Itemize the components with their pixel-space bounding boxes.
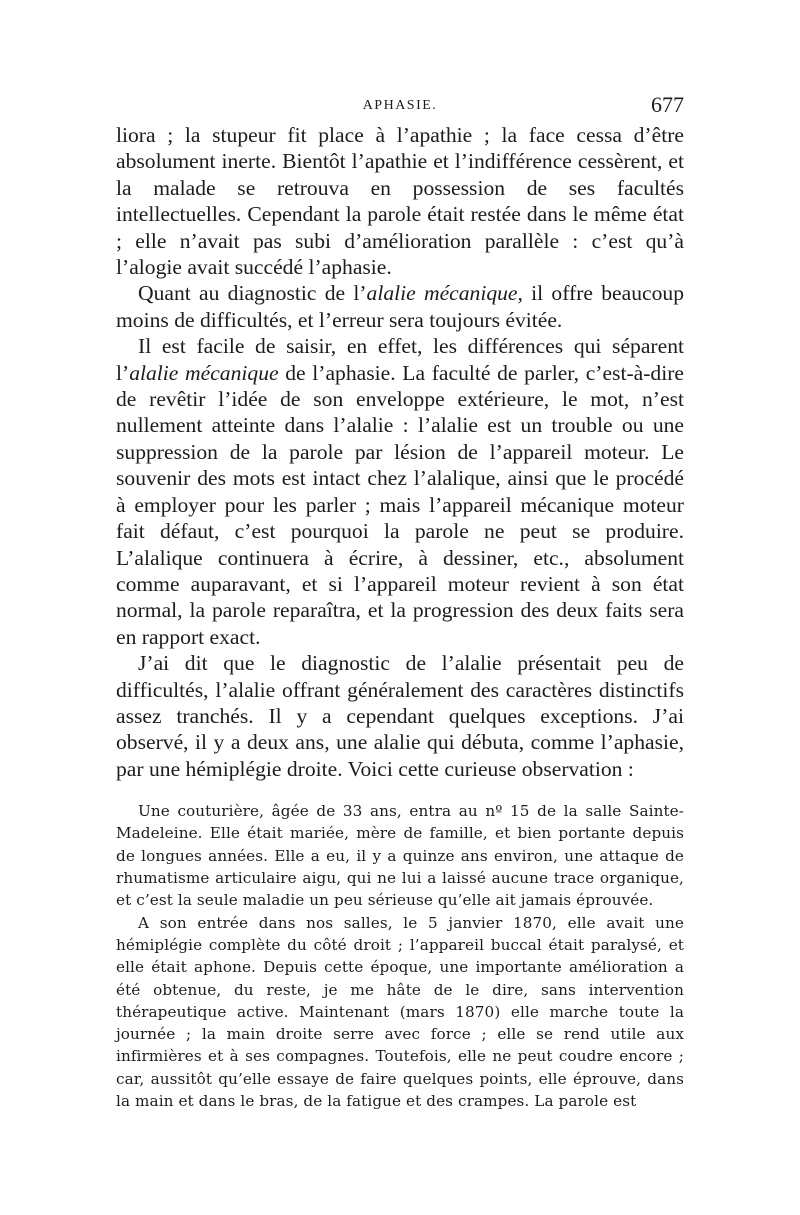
paragraph-continuation xyxy=(116,122,684,280)
observation-text xyxy=(116,800,684,1112)
observation-paragraph: A son entrée dans nos salles, le 5 janvier 1870, elle avait une hémiplégie complète du côté droit ; l’appareil buccal était paralysé, et elle était aphone. Depuis cette époque, une importante amélioration a été obtenue, du reste, je me hâte de le dire, sans intervention thérapeutique active. Maintenant (mars 1870) elle marche toute la journée ; la main droite serre avec force ; elle se rend utile aux infirmières et à ses compagnes. Toutefois, elle ne peut coudre encore ; car, aussitôt qu’elle essaye de faire quelques points, elle éprouve, dans la main et dans le bras, de la fatigue et des crampes. La parole est xyxy=(116,913,684,1111)
paragraph-differences xyxy=(116,333,684,650)
page-number: 677 xyxy=(651,92,684,117)
italic-term: alalie mécanique xyxy=(129,360,279,385)
text-run: liora ; la stupeur fit place à l’apathie ; la face cessa d’être absolument inerte. Bientôt l’apathie et l’indifférence cessèrent, et la malade se retrouva en possession de ses facultés intellectuelles. Cependant la parole était restée dans le même état ; elle n’avait pas subi d’amélioration parallèle : c’est qu’à l’alogie avait succédé l’aphasie. xyxy=(116,123,684,280)
paragraph-diagnostic xyxy=(116,280,684,333)
text-run: de l’aphasie. La faculté de parler, c’est-à-dire de revêtir l’idée de son enveloppe extérieure, le mot, n’est nullement atteinte dans l’alalie : l’alalie est un trouble ou une suppression de la parole par lésion de l’appareil moteur. Le souvenir des mots est intact chez l’alalique, ainsi que le procédé à employer pour les parler ; mais l’appareil mécanique moteur fait défaut, c’est pourquoi la parole ne peut se produire. L’alalique continuera à écrire, à dessiner, etc., absolument comme auparavant, et si l’appareil moteur revient à son état normal, la parole reparaîtra, et la progression des deux faits sera en rapport exact. xyxy=(116,360,684,649)
text-run: J’ai dit que le diagnostic de l’alalie présentait peu de difficultés, l’alalie offrant généralement des caractères distinctifs assez tranchés. Il y a cependant quelques exceptions. J’ai observé, il y a deux ans, une alalie qui débuta, comme l’aphasie, par une hémiplégie droite. Voici cette curieuse observation : xyxy=(116,651,684,781)
text-run: Quant au diagnostic de l’ xyxy=(138,281,367,306)
running-head xyxy=(116,92,684,122)
book-page xyxy=(116,92,684,1112)
main-text xyxy=(116,122,684,782)
text-run: il offre beaucoup moins de difficultés, et l’erreur sera toujours évitée. xyxy=(116,281,684,332)
observation-paragraph: Une couturière, âgée de 33 ans, entra au nº 15 de la salle Sainte-Madeleine. Elle était mariée, mère de famille, et bien portante depuis de longues années. Elle a eu, il y a quinze ans environ, une attaque de rhumatisme articulaire aigu, qui ne lui a laissé aucune trace organique, et c’est la seule maladie un peu sérieuse qu’elle ait jamais éprouvée. xyxy=(116,802,684,910)
running-title: APHASIE. xyxy=(362,98,438,113)
italic-term: alalie mécanique, xyxy=(366,281,523,306)
text-run: Il est facile de saisir, en effet, les différences qui séparent l’ xyxy=(116,334,684,385)
paragraph-exceptions xyxy=(116,650,684,782)
